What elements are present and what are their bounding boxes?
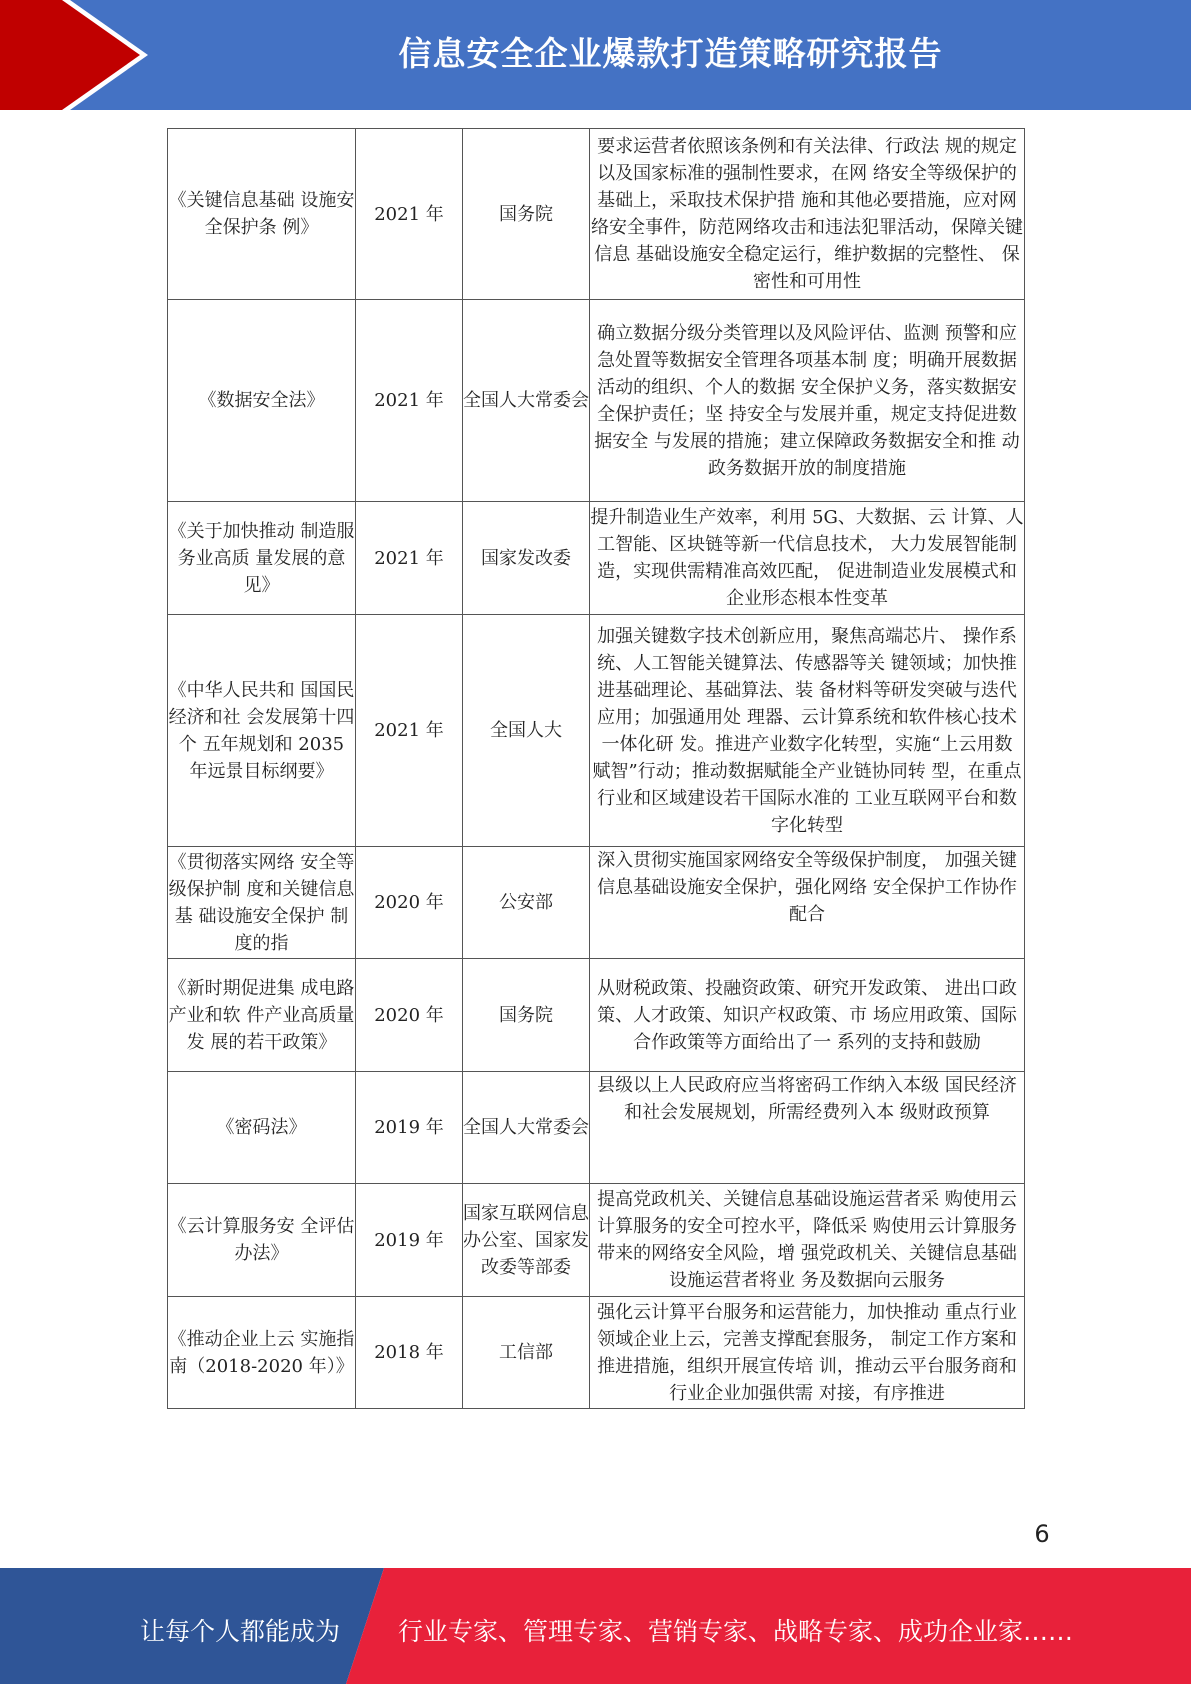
policy-desc: 县级以上人民政府应当将密码工作纳入本级 国民经济和社会发展规划，所需经费列入本 级财政预算 bbox=[590, 1072, 1025, 1184]
table-row bbox=[168, 1072, 1025, 1184]
policy-year: 2020 年 bbox=[356, 959, 463, 1072]
header-chevron-icon bbox=[0, 0, 160, 110]
table-row bbox=[168, 502, 1025, 615]
policy-year: 2019 年 bbox=[356, 1072, 463, 1184]
policy-org: 全国人大常委会 bbox=[463, 1072, 590, 1184]
footer-slogan-right: 行业专家、管理专家、营销专家、战略专家、成功企业家…… bbox=[398, 1617, 1074, 1646]
policy-org: 全国人大常委会 bbox=[463, 300, 590, 502]
policy-name: 《数据安全法》 bbox=[168, 300, 356, 502]
policy-name: 《密码法》 bbox=[168, 1072, 356, 1184]
policy-desc: 深入贯彻实施国家网络安全等级保护制度， 加强关键信息基础设施安全保护，强化网络 安全保护工作协作配合 bbox=[590, 847, 1025, 959]
policy-desc: 要求运营者依照该条例和有关法律、行政法 规的规定以及国家标准的强制性要求，在网 络安全等级保护的基础上，采取技术保护措 施和其他必要措施，应对网络安全事件，防范网络攻击和违法犯罪活动，保障关键信息 基础设施安全稳定运行，维护数据的完整性、 保密性和可用性 bbox=[590, 129, 1025, 300]
policy-desc: 提高党政机关、关键信息基础设施运营者采 购使用云计算服务的安全可控水平，降低采 购使用云计算服务带来的网络安全风险，增 强党政机关、关键信息基础设施运营者将业 务及数据向云服务 bbox=[590, 1184, 1025, 1297]
policy-name: 《中华人民共和 国国民经济和社 会发展第十四个 五年规划和 2035 年远景目标纲要》 bbox=[168, 615, 356, 847]
table-row bbox=[168, 129, 1025, 300]
policy-org: 国务院 bbox=[463, 959, 590, 1072]
policy-year: 2021 年 bbox=[356, 615, 463, 847]
table-row bbox=[168, 615, 1025, 847]
policy-year: 2021 年 bbox=[356, 129, 463, 300]
policy-name: 《贯彻落实网络 安全等级保护制 度和关键信息基 础设施安全保护 制度的指 bbox=[168, 847, 356, 959]
policy-desc: 加强关键数字技术创新应用，聚焦高端芯片、 操作系统、人工智能关键算法、传感器等关 键领域；加快推进基础理论、基础算法、装 备材料等研发突破与迭代应用；加强通用处 理器、云计算系统和软件核心技术一体化研 发。推进产业数字化转型，实施“上云用数 赋智”行动；推动数据赋能全产业链协同转 型，在重点行业和区域建设若干国际水准的 工业互联网平台和数字化转型 bbox=[590, 615, 1025, 847]
policy-org: 全国人大 bbox=[463, 615, 590, 847]
policy-table bbox=[167, 128, 1025, 1409]
table-row bbox=[168, 1297, 1025, 1409]
policy-org: 国家互联网信息办公室、国家发改委等部委 bbox=[463, 1184, 590, 1297]
table-row bbox=[168, 300, 1025, 502]
policy-desc: 提升制造业生产效率，利用 5G、大数据、云 计算、人工智能、区块链等新一代信息技术， 大力发展智能制造，实现供需精准高效匹配， 促进制造业发展模式和企业形态根本性变革 bbox=[590, 502, 1025, 615]
policy-name: 《云计算服务安 全评估办法》 bbox=[168, 1184, 356, 1297]
page-number: 6 bbox=[1034, 1520, 1050, 1548]
table-row bbox=[168, 959, 1025, 1072]
policy-year: 2021 年 bbox=[356, 502, 463, 615]
report-title: 信息安全企业爆款打造策略研究报告 bbox=[398, 34, 943, 73]
table-row bbox=[168, 847, 1025, 959]
policy-name: 《关键信息基础 设施安全保护条 例》 bbox=[168, 129, 356, 300]
table-row bbox=[168, 1184, 1025, 1297]
footer-slogan-left: 让每个人都能成为 bbox=[140, 1617, 341, 1646]
policy-org: 公安部 bbox=[463, 847, 590, 959]
policy-org: 国家发改委 bbox=[463, 502, 590, 615]
policy-org: 国务院 bbox=[463, 129, 590, 300]
policy-year: 2018 年 bbox=[356, 1297, 463, 1409]
policy-year: 2019 年 bbox=[356, 1184, 463, 1297]
page-footer bbox=[0, 1568, 1191, 1684]
page-header bbox=[0, 0, 1191, 110]
policy-desc: 强化云计算平台服务和运营能力，加快推动 重点行业领域企业上云，完善支撑配套服务， 制定工作方案和推进措施，组织开展宣传培 训，推动云平台服务商和行业企业加强供需 对接，有序推进 bbox=[590, 1297, 1025, 1409]
policy-desc: 确立数据分级分类管理以及风险评估、监测 预警和应急处置等数据安全管理各项基本制 度；明确开展数据活动的组织、个人的数据 安全保护义务，落实数据安全保护责任；坚 持安全与发展并重，规定支持促进数据安全 与发展的措施；建立保障政务数据安全和推 动政务数据开放的制度措施 bbox=[590, 300, 1025, 502]
policy-name: 《关于加快推动 制造服务业高质 量发展的意见》 bbox=[168, 502, 356, 615]
policy-name: 《推动企业上云 实施指南（2018-2020 年）》 bbox=[168, 1297, 356, 1409]
policy-year: 2020 年 bbox=[356, 847, 463, 959]
policy-org: 工信部 bbox=[463, 1297, 590, 1409]
policy-year: 2021 年 bbox=[356, 300, 463, 502]
policy-desc: 从财税政策、投融资政策、研究开发政策、 进出口政策、人才政策、知识产权政策、市 场应用政策、国际合作政策等方面给出了一 系列的支持和鼓励 bbox=[590, 959, 1025, 1072]
policy-name: 《新时期促进集 成电路产业和软 件产业高质量发 展的若干政策》 bbox=[168, 959, 356, 1072]
